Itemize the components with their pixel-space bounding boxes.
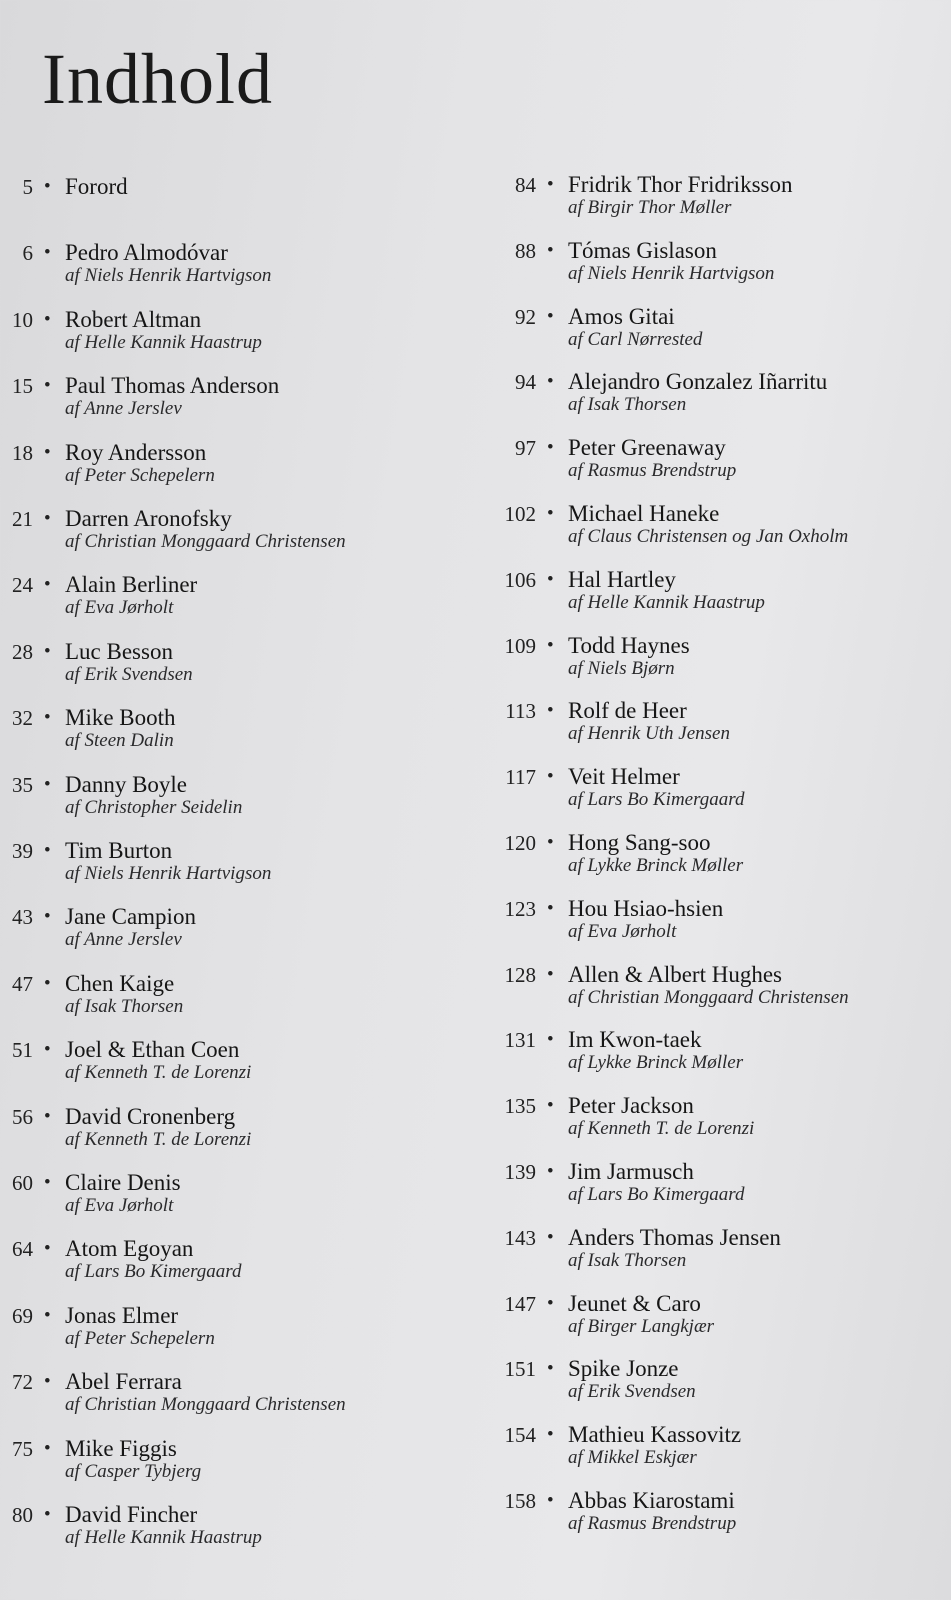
entry-author: af Kenneth T. de Lorenzi	[65, 1062, 252, 1084]
bullet-separator: •	[547, 1358, 554, 1380]
entry-author: af Eva Jørholt	[568, 920, 677, 942]
entry-page-number: 123	[504, 896, 536, 921]
entry-page-number: 131	[504, 1028, 536, 1053]
entry-page-number: 69	[12, 1303, 33, 1328]
toc-entry	[0, 440, 460, 502]
entry-director-name: Mike Figgis	[65, 1435, 177, 1461]
entry-page-number: 128	[504, 962, 536, 987]
entry-director-name: Roy Andersson	[65, 439, 207, 465]
entry-author: af Kenneth T. de Lorenzi	[568, 1118, 755, 1140]
bullet-separator: •	[44, 707, 51, 729]
entry-author: af Kenneth T. de Lorenzi	[65, 1128, 252, 1150]
entry-director-name: Jonas Elmer	[65, 1302, 179, 1328]
bullet-separator: •	[44, 1238, 51, 1260]
entry-page-number: 80	[12, 1503, 33, 1527]
entry-director-name: Robert Altman	[65, 306, 202, 332]
entry-author: af Christian Monggaard Christensen	[65, 531, 346, 552]
entry-page-number: 47	[12, 971, 33, 996]
entry-page-number: 64	[12, 1237, 33, 1262]
entry-page-number: 113	[505, 699, 536, 724]
bullet-separator: •	[44, 640, 51, 662]
entry-page-number: 151	[504, 1357, 536, 1382]
entry-page-number: 10	[12, 307, 33, 332]
toc-entry	[492, 633, 951, 695]
entry-page-number: 51	[12, 1038, 33, 1063]
toc-entry	[492, 698, 951, 760]
toc-entry	[492, 896, 951, 958]
toc-entry	[0, 1236, 460, 1298]
entry-director-name: Anders Thomas Jensen	[568, 1224, 781, 1250]
bullet-separator: •	[44, 1437, 51, 1459]
entry-director-name: Amos Gitai	[568, 303, 675, 329]
entry-director-name: Jeunet & Caro	[568, 1290, 701, 1316]
toc-entry	[0, 838, 460, 900]
toc-entry	[492, 172, 951, 234]
entry-author: af Rasmus Brendstrup	[568, 460, 737, 482]
bullet-separator: •	[547, 437, 554, 459]
entry-director-name: Im Kwon-taek	[568, 1027, 702, 1053]
bullet-separator: •	[547, 700, 554, 722]
entry-director-name: Mathieu Kassovitz	[568, 1422, 742, 1448]
entry-director-name: Jane Campion	[65, 904, 196, 930]
entry-director-name: Michael Haneke	[568, 501, 720, 526]
bullet-separator: •	[44, 375, 51, 397]
entry-author: af Lykke Brinck Møller	[568, 855, 744, 876]
bullet-separator: •	[547, 174, 554, 195]
toc-entry	[0, 572, 460, 634]
bullet-separator: •	[547, 371, 554, 393]
bullet-separator: •	[44, 1371, 51, 1393]
entry-page-number: 28	[12, 639, 33, 664]
toc-entry	[0, 639, 460, 701]
toc-entry	[492, 830, 951, 892]
entry-page-number: 97	[515, 436, 536, 461]
toc-entry	[0, 971, 460, 1033]
entry-page-number: 56	[12, 1104, 33, 1129]
entry-page-number: 72	[12, 1370, 33, 1395]
bullet-separator: •	[44, 840, 51, 861]
entry-author: af Peter Schepelern	[65, 464, 215, 486]
toc-entry	[492, 1488, 951, 1550]
entry-author: af Rasmus Brendstrup	[568, 1513, 737, 1534]
entry-page-number: 88	[515, 238, 536, 263]
entry-page-number: 109	[504, 633, 536, 658]
entry-page-number: 35	[12, 772, 33, 797]
entry-page-number: 120	[504, 831, 536, 855]
entry-director-name: Hal Hartley	[568, 566, 676, 592]
entry-director-name: Chen Kaige	[65, 970, 175, 996]
entry-page-number: 21	[12, 507, 33, 531]
entry-director-name: Alejandro Gonzalez Iñarritu	[568, 369, 828, 395]
toc-entry	[0, 506, 460, 568]
entry-page-number: 92	[515, 304, 536, 329]
toc-entry	[0, 1369, 460, 1431]
bullet-separator: •	[44, 176, 51, 197]
bullet-separator: •	[44, 1172, 51, 1193]
toc-entry	[0, 307, 460, 369]
bullet-separator: •	[547, 568, 554, 590]
entry-page-number: 60	[12, 1171, 33, 1195]
bullet-separator: •	[44, 1039, 51, 1061]
entry-author: af Lars Bo Kimergaard	[65, 1261, 242, 1283]
entry-page-number: 135	[504, 1094, 536, 1119]
entry-page-number: 39	[12, 839, 33, 863]
entry-page-number: 6	[22, 241, 33, 266]
entry-director-name: Abbas Kiarostami	[568, 1488, 735, 1513]
bullet-separator: •	[547, 503, 554, 524]
entry-page-number: 75	[12, 1436, 33, 1461]
page-title: Indhold	[42, 39, 273, 119]
bullet-separator: •	[547, 1161, 554, 1182]
entry-director-name: Claire Denis	[65, 1170, 181, 1195]
toc-entry	[0, 373, 460, 435]
toc-entry	[492, 1356, 951, 1418]
entry-director-name: Hong Sang-soo	[568, 830, 711, 855]
entry-director-name: Pedro Almodóvar	[65, 240, 228, 266]
toc-entry	[492, 962, 951, 1024]
entry-author: af Henrik Uth Jensen	[568, 723, 730, 745]
entry-author: af Erik Svendsen	[568, 1381, 696, 1403]
entry-director-name: Fridrik Thor Fridriksson	[568, 172, 793, 197]
entry-author: af Eva Jørholt	[65, 1195, 174, 1216]
entry-page-number: 24	[12, 573, 33, 598]
toc-entry	[492, 1291, 951, 1353]
entry-page-number: 147	[504, 1291, 536, 1316]
bullet-separator: •	[547, 1226, 554, 1248]
entry-director-name: Forord	[65, 174, 128, 199]
entry-page-number: 143	[504, 1225, 536, 1250]
toc-entry	[492, 435, 951, 497]
entry-director-name: David Fincher	[65, 1502, 198, 1527]
bullet-separator: •	[44, 1504, 51, 1525]
bullet-separator: •	[547, 832, 554, 853]
toc-entry	[492, 501, 951, 563]
entry-author: af Casper Tybjerg	[65, 1460, 202, 1482]
entry-director-name: Spike Jonze	[568, 1356, 679, 1382]
entry-author: af Isak Thorsen	[568, 394, 687, 416]
entry-director-name: Alain Berliner	[65, 572, 198, 598]
entry-page-number: 106	[504, 567, 536, 592]
toc-entry	[0, 1104, 460, 1166]
entry-page-number: 32	[12, 706, 33, 731]
entry-author: af Peter Schepelern	[65, 1327, 215, 1349]
entry-director-name: Hou Hsiao-hsien	[568, 895, 724, 921]
entry-page-number: 102	[504, 502, 536, 526]
toc-entry	[0, 904, 460, 966]
entry-director-name: Danny Boyle	[65, 771, 188, 797]
toc-entry	[492, 1159, 951, 1221]
toc-entry	[492, 764, 951, 826]
entry-director-name: Abel Ferrara	[65, 1369, 182, 1395]
toc-entry	[492, 1225, 951, 1287]
toc-entry	[492, 238, 951, 300]
bullet-separator: •	[44, 574, 51, 596]
toc-entry	[492, 304, 951, 366]
bullet-separator: •	[547, 766, 554, 788]
bullet-separator: •	[44, 242, 51, 264]
entry-page-number: 5	[22, 175, 33, 199]
bullet-separator: •	[547, 305, 554, 327]
bullet-separator: •	[44, 508, 51, 529]
entry-director-name: Allen & Albert Hughes	[568, 961, 782, 987]
bullet-separator: •	[547, 1424, 554, 1446]
entry-director-name: Paul Thomas Anderson	[65, 373, 280, 399]
entry-page-number: 15	[12, 374, 33, 399]
entry-author: af Birgir Thor Møller	[568, 197, 732, 218]
entry-page-number: 139	[504, 1160, 536, 1184]
entry-director-name: Todd Haynes	[568, 632, 690, 658]
toc-entry	[0, 1436, 460, 1498]
bullet-separator: •	[547, 1029, 554, 1051]
entry-author: af Steen Dalin	[65, 730, 174, 752]
toc-entry	[492, 1422, 951, 1484]
entry-author: af Carl Nørrested	[568, 328, 703, 350]
toc-entry	[492, 369, 951, 431]
entry-author: af Helle Kannik Haastrup	[568, 591, 765, 613]
entry-page-number: 84	[515, 173, 536, 197]
entry-author: af Eva Jørholt	[65, 597, 174, 619]
toc-entry	[0, 705, 460, 767]
entry-author: af Niels Bjørn	[568, 657, 675, 679]
entry-director-name: Atom Egoyan	[65, 1236, 194, 1262]
entry-author: af Erik Svendsen	[65, 663, 193, 685]
bullet-separator: •	[44, 308, 51, 330]
entry-author: af Niels Henrik Hartvigson	[65, 863, 272, 884]
entry-director-name: David Cronenberg	[65, 1103, 236, 1129]
entry-director-name: Mike Booth	[65, 705, 176, 731]
toc-entry	[492, 1093, 951, 1155]
entry-author: af Anne Jerslev	[65, 398, 182, 420]
bullet-separator: •	[44, 441, 51, 463]
entry-author: af Anne Jerslev	[65, 929, 182, 951]
toc-entry	[492, 567, 951, 629]
entry-author: af Niels Henrik Hartvigson	[568, 262, 775, 284]
entry-author: af Isak Thorsen	[568, 1249, 687, 1271]
entry-author: af Christian Monggaard Christensen	[65, 1394, 346, 1416]
entry-author: af Lars Bo Kimergaard	[568, 789, 745, 811]
bullet-separator: •	[547, 1095, 554, 1117]
entry-director-name: Joel & Ethan Coen	[65, 1037, 240, 1063]
entry-author: af Helle Kannik Haastrup	[65, 331, 262, 353]
entry-author: af Lykke Brinck Møller	[568, 1052, 744, 1074]
toc-entry	[0, 1502, 460, 1564]
toc-entry	[0, 174, 460, 236]
entry-director-name: Jim Jarmusch	[568, 1159, 694, 1184]
entry-author: af Helle Kannik Haastrup	[65, 1527, 262, 1548]
bullet-separator: •	[44, 906, 51, 928]
toc-entry	[0, 772, 460, 834]
entry-author: af Lars Bo Kimergaard	[568, 1184, 745, 1205]
bullet-separator: •	[44, 773, 51, 795]
entry-author: af Christopher Seidelin	[65, 796, 243, 818]
entry-director-name: Rolf de Heer	[568, 698, 687, 724]
entry-director-name: Tómas Gislason	[568, 237, 717, 263]
bullet-separator: •	[44, 1105, 51, 1127]
entry-director-name: Darren Aronofsky	[65, 506, 232, 531]
bullet-separator: •	[547, 634, 554, 656]
entry-author: af Isak Thorsen	[65, 995, 184, 1017]
bullet-separator: •	[547, 1490, 554, 1511]
entry-director-name: Tim Burton	[65, 838, 173, 863]
entry-author: af Christian Monggaard Christensen	[568, 986, 849, 1008]
toc-entry	[0, 240, 460, 302]
entry-director-name: Peter Jackson	[568, 1093, 694, 1119]
bullet-separator: •	[44, 972, 51, 994]
bullet-separator: •	[547, 239, 554, 261]
entry-author: af Birger Langkjær	[568, 1315, 715, 1337]
bullet-separator: •	[547, 1292, 554, 1314]
entry-director-name: Luc Besson	[65, 638, 173, 664]
entry-page-number: 158	[504, 1489, 536, 1513]
toc-entry	[0, 1037, 460, 1099]
entry-page-number: 154	[504, 1423, 536, 1448]
entry-author: af Niels Henrik Hartvigson	[65, 265, 272, 287]
toc-entry	[0, 1170, 460, 1232]
entry-page-number: 117	[505, 765, 536, 790]
entry-author: af Mikkel Eskjær	[568, 1447, 697, 1469]
bullet-separator: •	[547, 897, 554, 919]
entry-page-number: 43	[12, 905, 33, 930]
entry-author: af Claus Christensen og Jan Oxholm	[568, 526, 849, 547]
entry-director-name: Peter Greenaway	[568, 435, 726, 461]
entry-director-name: Veit Helmer	[568, 764, 680, 790]
entry-page-number: 94	[515, 370, 536, 395]
toc-entry	[492, 1027, 951, 1089]
toc-entry	[0, 1303, 460, 1365]
entry-page-number: 18	[12, 440, 33, 465]
bullet-separator: •	[547, 963, 554, 985]
bullet-separator: •	[44, 1304, 51, 1326]
